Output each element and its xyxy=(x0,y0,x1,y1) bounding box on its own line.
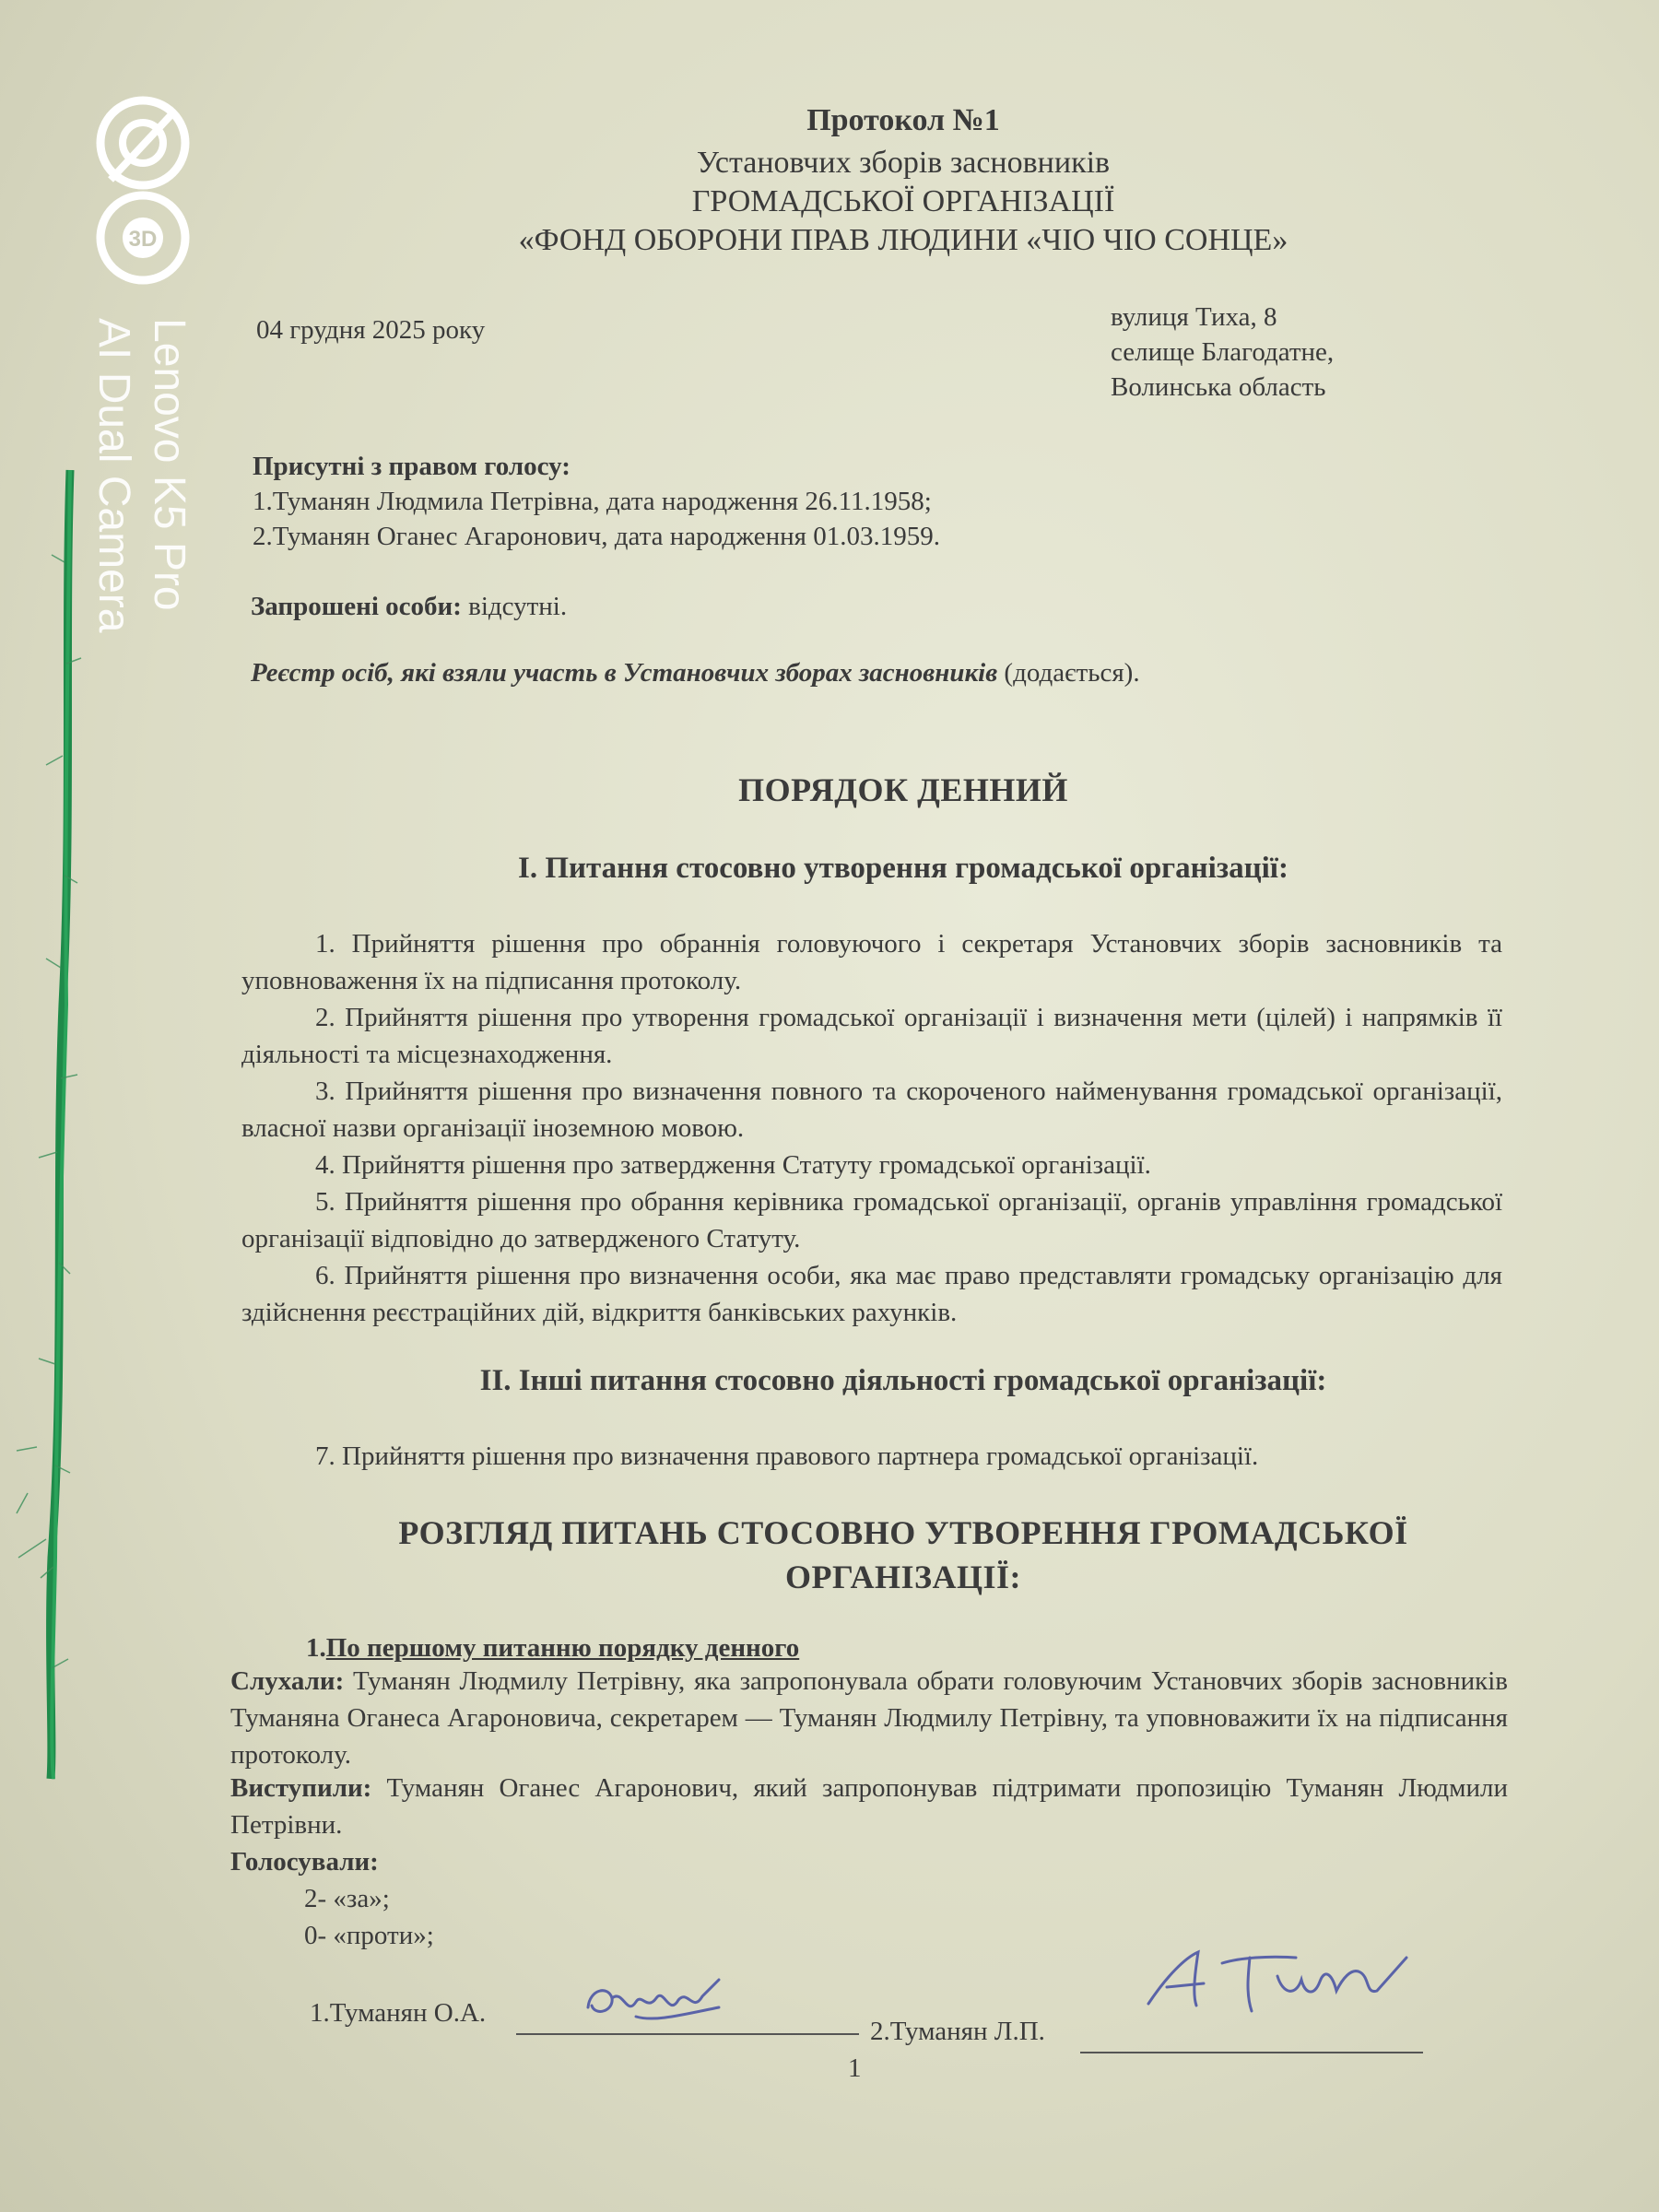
registry-line xyxy=(251,654,1140,691)
review-title-line-2: ОРГАНІЗАЦІЇ: xyxy=(785,1559,1021,1595)
question-1-heading xyxy=(306,1630,799,1666)
organization-name: «ФОНД ОБОРОНИ ПРАВ ЛЮДИНИ «ЧІО ЧІО СОНЦЕ» xyxy=(518,223,1288,257)
agenda-item-4: 4. Прийняття рішення про затвердження Статуту громадської організації. xyxy=(315,1150,1151,1180)
spoke-text: Туманян Оганес Агаронович, який запропонував підтримати пропозицію Туманян Людмили Петрівни. xyxy=(230,1773,1508,1840)
vote-against: 0- «проти»; xyxy=(304,1921,434,1950)
agenda-item-6: 6. Прийняття рішення про визначення особи, яка має право представляти громадську організацію для здійснення реєстраційних дій, відкриття банківських рахунків. xyxy=(241,1261,1502,1327)
heard-text: Туманян Людмилу Петрівну, яка запропонувала обрати головуючим Установчих зборів засновників Туманяна Оганеса Агароновича, секретарем — Туманян Людмилу Петрівну, та уповноважити їх на підписання протоколу. xyxy=(230,1666,1508,1770)
signature-2-name: 2.Туманян Л.П. xyxy=(870,2017,1045,2046)
review-title-line-1: РОЗГЛЯД ПИТАНЬ СТОСОВНО УТВОРЕННЯ ГРОМАДСЬКОЇ xyxy=(398,1514,1408,1551)
agenda-section-2: II. Інші питання стосовно діяльності громадської організації: xyxy=(479,1364,1327,1397)
spoke-label: Виступили: xyxy=(230,1773,372,1803)
heard-paragraph xyxy=(230,1663,1508,1773)
question-1-title: По першому питанню порядку денного xyxy=(325,1633,800,1663)
watermark-camera: AI Dual Camera xyxy=(89,318,138,633)
signature-2-line xyxy=(1080,2052,1423,2053)
agenda-item-3: 3. Прийняття рішення про визначення повного та скороченого найменування громадської організації, власної назви організації іноземною мовою. xyxy=(241,1077,1502,1143)
signature-1-handwriting xyxy=(581,1971,737,2035)
spoke-paragraph xyxy=(230,1770,1508,1843)
registry-value: (додається). xyxy=(997,658,1140,688)
present-heading: Присутні з правом голосу: xyxy=(253,452,571,481)
meeting-subtitle: Установчих зборів засновників xyxy=(696,146,1111,180)
agenda-title: ПОРЯДОК ДЕННИЙ xyxy=(738,771,1068,808)
agenda-item-5: 5. Прийняття рішення про обрання керівника громадської організації, органів управління громадської організації відповідно до затвердженого Статуту. xyxy=(241,1187,1502,1253)
invited-label: Запрошені особи: xyxy=(251,592,462,621)
svg-text:3D: 3D xyxy=(128,227,158,252)
vote-for: 2- «за»; xyxy=(304,1884,390,1913)
address-line-3: Волинська область xyxy=(1111,372,1326,402)
watermark-brand: Lenovo K5 Pro xyxy=(145,318,194,611)
camera-logo-icon xyxy=(92,92,194,295)
signature-2-handwriting xyxy=(1139,1939,1416,2022)
agenda-section-1: I. Питання стосовно утворення громадської організації: xyxy=(518,852,1288,885)
protocol-date: 04 грудня 2025 року xyxy=(256,315,486,345)
agenda-item-1: 1. Прийняття рішення про обраннія головуючого і секретаря Установчих зборів засновників та уповноваження їх на підписання протоколу. xyxy=(241,929,1502,995)
page-number: 1 xyxy=(848,2053,862,2083)
present-person-1: 1.Туманян Людмила Петрівна, дата народження 26.11.1958; xyxy=(253,487,932,516)
heard-label: Слухали: xyxy=(230,1666,345,1696)
address-line-2: селище Благодатне, xyxy=(1111,337,1335,367)
invited-line xyxy=(251,588,567,625)
agenda-item-2: 2. Прийняття рішення про утворення громадської організації і визначення мети (цілей) і напрямків її діяльності та місцезнаходження. xyxy=(241,1003,1502,1069)
organization-type: ГРОМАДСЬКОЇ ОРГАНІЗАЦІЇ xyxy=(691,184,1115,218)
protocol-title: Протокол №1 xyxy=(806,103,1000,137)
question-1-number: 1. xyxy=(306,1633,326,1663)
binding-thread xyxy=(0,452,111,1788)
voted-label: Голосували: xyxy=(230,1847,379,1877)
signature-1-name: 1.Туманян О.А. xyxy=(310,1998,487,2028)
agenda-item-7: 7. Прийняття рішення про визначення правового партнера громадської організації. xyxy=(315,1441,1259,1471)
present-person-2: 2.Туманян Оганес Агаронович, дата народження 01.03.1959. xyxy=(253,522,940,551)
registry-label: Реєстр осіб, які взяли участь в Установчих зборах засновників xyxy=(251,658,998,688)
address-line-1: вулиця Тиха, 8 xyxy=(1111,302,1277,332)
invited-value: відсутні. xyxy=(461,592,568,621)
